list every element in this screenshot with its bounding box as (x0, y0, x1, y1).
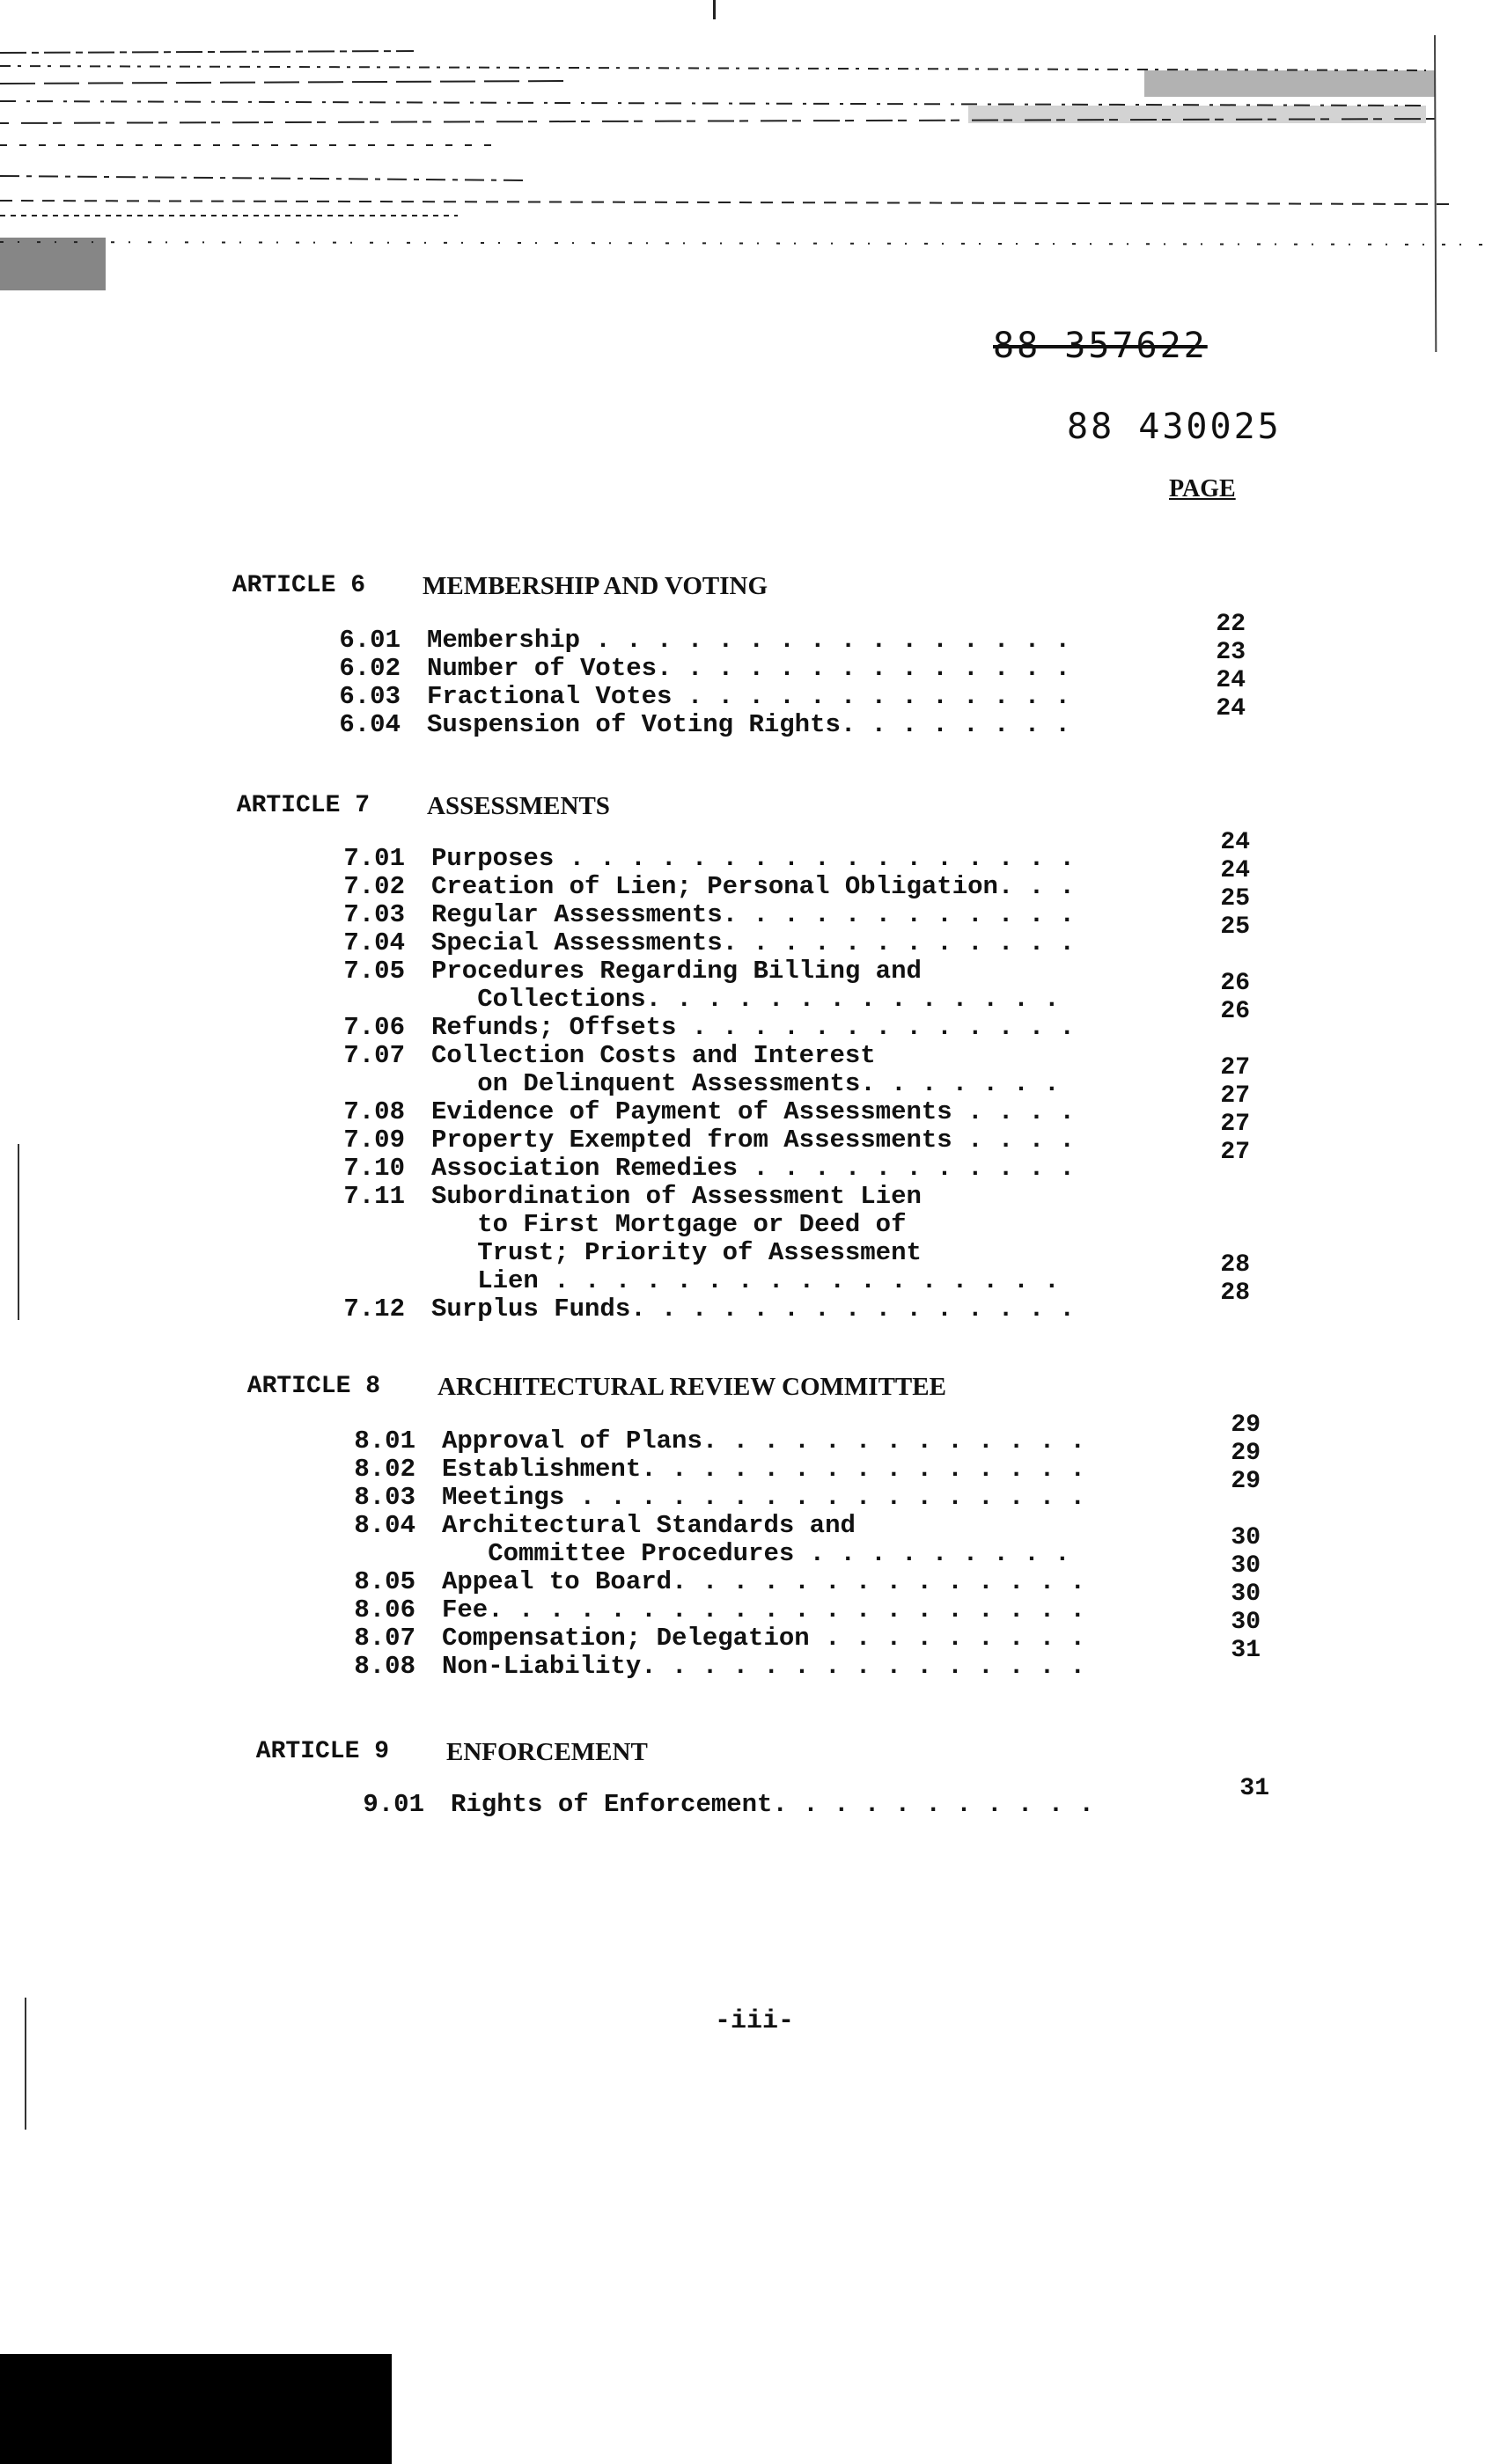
toc-entry (354, 1511, 1070, 1568)
article-heading (0, 572, 768, 600)
toc-entry (343, 928, 1075, 957)
page-number: 27 (1220, 1111, 1250, 1138)
toc-entry (343, 957, 1060, 1014)
section-title-line: Creation of Lien; Personal Obligation. . . (431, 872, 1075, 901)
section-title-line: Appeal to Board. . . . . . . . . . . . . . (442, 1567, 1085, 1596)
page-number: 29 (1231, 1412, 1261, 1439)
section-number: 8.08 (354, 1652, 415, 1681)
toc-entry (343, 1294, 1075, 1324)
article-title: ASSESSMENTS (427, 792, 610, 820)
article-title: ENFORCEMENT (446, 1738, 648, 1766)
toc-entry (354, 1426, 1085, 1456)
page-number: 25 (1220, 913, 1250, 941)
page-number: 27 (1220, 1054, 1250, 1082)
page-number: 30 (1231, 1524, 1261, 1551)
section-number: 7.04 (343, 928, 405, 957)
section-number: 7.05 (343, 957, 405, 986)
page-number: 24 (1220, 857, 1250, 884)
section-title-line: Collections. . . . . . . . . . . . . . (431, 985, 1060, 1014)
section-number: 7.11 (343, 1182, 405, 1211)
section-title-line: Collection Costs and Interest (431, 1041, 876, 1070)
section-title-line: Suspension of Voting Rights. . . . . . . . (427, 710, 1070, 739)
section-title-line: Association Remedies . . . . . . . . . . . (431, 1154, 1075, 1183)
section-number: 9.01 (363, 1790, 424, 1819)
article-title: MEMBERSHIP AND VOTING (423, 572, 768, 600)
section-number: 8.05 (354, 1567, 415, 1596)
page-number: 28 (1220, 1251, 1250, 1279)
section-number: 8.06 (354, 1595, 415, 1624)
section-title-line: Fee. . . . . . . . . . . . . . . . . . . . (442, 1595, 1085, 1624)
page-number: 29 (1231, 1440, 1261, 1467)
toc-entry (343, 1097, 1075, 1126)
page-number: 26 (1220, 998, 1250, 1025)
struck-document-number: 88 357622 (993, 326, 1208, 366)
section-number: 7.02 (343, 872, 405, 901)
section-title-line: Subordination of Assessment Lien (431, 1182, 922, 1211)
page-number: 30 (1231, 1580, 1261, 1608)
section-title-line: Procedures Regarding Billing and (431, 957, 922, 986)
section-title-line: Property Exempted from Assessments . . . . (431, 1126, 1075, 1155)
section-number: 7.06 (343, 1013, 405, 1042)
section-title-line: Special Assessments. . . . . . . . . . . . (431, 928, 1075, 957)
section-title-line: Meetings . . . . . . . . . . . . . . . . . (442, 1483, 1085, 1512)
toc-entry (339, 654, 1070, 683)
toc-entry (343, 1182, 1060, 1295)
section-title-line: on Delinquent Assessments. . . . . . . (431, 1069, 1060, 1098)
page-number: 31 (1231, 1637, 1261, 1664)
section-number: 8.03 (354, 1483, 415, 1512)
section-title-line: Approval of Plans. . . . . . . . . . . . . (442, 1426, 1085, 1456)
toc-entry (354, 1567, 1085, 1596)
page-number: 26 (1220, 970, 1250, 997)
section-title-line: Trust; Priority of Assessment (431, 1238, 922, 1267)
toc-entry (354, 1652, 1085, 1681)
section-number: 8.02 (354, 1455, 415, 1484)
page-number: 31 (1239, 1775, 1269, 1802)
section-number: 6.04 (339, 710, 401, 739)
toc-entry (354, 1624, 1085, 1653)
page-number: 30 (1231, 1609, 1261, 1636)
article-title: ARCHITECTURAL REVIEW COMMITTEE (437, 1373, 946, 1401)
margin-mark (18, 1144, 19, 1320)
page-column-heading: PAGE (1169, 475, 1236, 502)
section-title-line: Architectural Standards and (442, 1511, 856, 1540)
section-title-line: Fractional Votes . . . . . . . . . . . . . (427, 682, 1070, 711)
toc-entry (343, 1013, 1075, 1042)
section-title-line: Number of Votes. . . . . . . . . . . . . . (427, 654, 1070, 683)
toc-entry (343, 1154, 1075, 1183)
section-number: 7.03 (343, 900, 405, 929)
section-number: 6.01 (339, 626, 401, 655)
section-number: 7.01 (343, 844, 405, 873)
margin-mark (25, 1998, 26, 2130)
toc-entry (343, 1126, 1075, 1155)
section-number: 7.09 (343, 1126, 405, 1155)
toc-entry (339, 710, 1070, 739)
toc-entry (343, 1041, 1060, 1098)
page-number: 24 (1220, 829, 1250, 856)
page-number-footer: -iii- (715, 2006, 795, 2036)
page-number: 25 (1220, 885, 1250, 913)
page-number: 24 (1216, 667, 1246, 694)
toc-entry (343, 900, 1075, 929)
toc-entry (339, 682, 1070, 711)
section-title-line: Purposes . . . . . . . . . . . . . . . . . (431, 844, 1075, 873)
article-number: ARTICLE 6 (232, 572, 365, 599)
toc-entry (339, 626, 1070, 655)
section-number: 7.08 (343, 1097, 405, 1126)
page-number: 24 (1216, 695, 1246, 722)
page-number: 27 (1220, 1139, 1250, 1166)
page-number: 27 (1220, 1082, 1250, 1110)
section-number: 6.02 (339, 654, 401, 683)
page-number: 22 (1216, 611, 1246, 638)
article-heading (0, 792, 610, 820)
article-heading (0, 1738, 648, 1766)
section-number: 8.04 (354, 1511, 415, 1540)
article-number: ARTICLE 7 (236, 792, 370, 819)
page-number: 28 (1220, 1280, 1250, 1307)
page-number: 23 (1216, 639, 1246, 666)
section-title-line: Compensation; Delegation . . . . . . . . . (442, 1624, 1085, 1653)
page-number: 29 (1231, 1468, 1261, 1495)
article-heading (0, 1373, 946, 1401)
toc-entry (354, 1483, 1085, 1512)
toc-entry (354, 1455, 1085, 1484)
page-number: 30 (1231, 1552, 1261, 1580)
scan-black-block (0, 2354, 392, 2464)
section-title-line: Non-Liability. . . . . . . . . . . . . . . (442, 1652, 1085, 1681)
section-title-line: Establishment. . . . . . . . . . . . . . . (442, 1455, 1085, 1484)
toc-entry (343, 872, 1075, 901)
section-title-line: Lien . . . . . . . . . . . . . . . . . (431, 1266, 1060, 1295)
section-title-line: Refunds; Offsets . . . . . . . . . . . . . (431, 1013, 1075, 1042)
section-number: 7.10 (343, 1154, 405, 1183)
section-title-line: Evidence of Payment of Assessments . . . . (431, 1097, 1075, 1126)
scan-noise-header (0, 0, 1507, 352)
article-number: ARTICLE 8 (246, 1373, 380, 1400)
section-title-line: Regular Assessments. . . . . . . . . . . . (431, 900, 1075, 929)
section-number: 7.07 (343, 1041, 405, 1070)
section-number: 6.03 (339, 682, 401, 711)
section-number: 8.01 (354, 1426, 415, 1456)
section-title-line: Surplus Funds. . . . . . . . . . . . . . . (431, 1294, 1075, 1324)
section-number: 8.07 (354, 1624, 415, 1653)
section-title-line: Committee Procedures . . . . . . . . . (442, 1539, 1070, 1568)
toc-entry (363, 1790, 1094, 1819)
section-title-line: to First Mortgage or Deed of (431, 1210, 907, 1239)
section-number: 7.12 (343, 1294, 405, 1324)
section-title-line: Membership . . . . . . . . . . . . . . . . (427, 626, 1070, 655)
toc-entry (343, 844, 1075, 873)
section-title-line: Rights of Enforcement. . . . . . . . . . . (451, 1790, 1094, 1819)
document-number: 88 430025 (1067, 407, 1282, 447)
article-number: ARTICLE 9 (255, 1738, 389, 1765)
toc-entry (354, 1595, 1085, 1624)
